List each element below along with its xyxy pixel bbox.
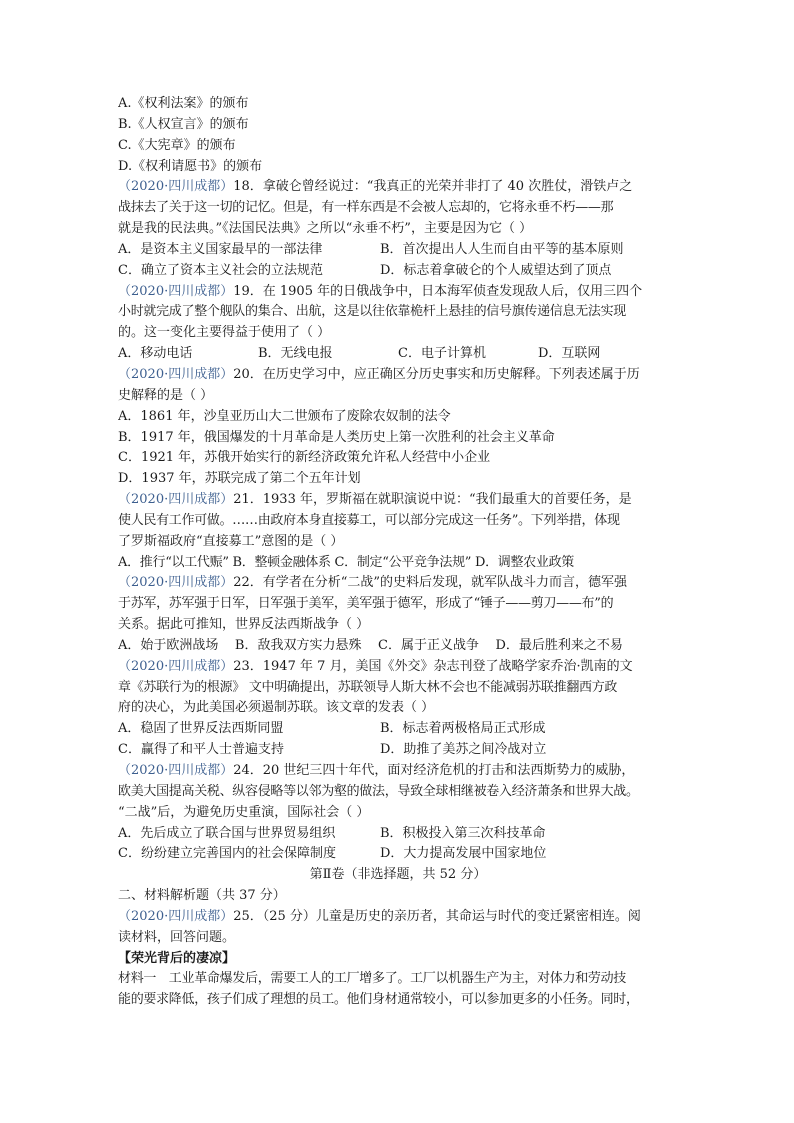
q20-stem-line-2: 史解释的是（ ） <box>118 387 214 403</box>
q18-stem-line-3: 就是我的民法典。”《法国民法典》之所以“永垂不朽”，主要是因为它（ ） <box>118 221 533 237</box>
q19-stem-line-1: （2020·四川成都）19．在 1905 年的日俄战争中，日本海军侦查发现敌人后，仅用三四个 <box>118 283 643 299</box>
q23-option-d: D．助推了美苏之间冷战对立 <box>380 742 547 758</box>
q23-stem-line-1: （2020·四川成都）23．1947 年 7 月，美国《外交》杂志刊登了战略学家乔治·凯南的文 <box>118 658 633 674</box>
q19-stem-line-2: 小时就完成了整个舰队的集合、出航，这是以往依靠桅杆上悬挂的信号旗传递信息无法实现 <box>118 304 627 320</box>
q19-option-c: C．电子计算机 <box>398 346 486 362</box>
q18-options-row-1 <box>118 240 678 261</box>
q21-options: A．推行“以工代赈” B．整顿金融体系 C．制定“公平竞争法规” D．调整农业政策 <box>118 554 574 570</box>
q23-source: （2020·四川成都） <box>118 658 234 674</box>
q24-options-row-1 <box>118 824 678 845</box>
q22-stem-line-1: （2020·四川成都）22．有学者在分析“二战”的史料后发现，就军队战斗力而言，德军强 <box>118 575 628 591</box>
q23-option-a: A．稳固了世界反法西斯同盟 <box>118 721 284 737</box>
exam-page <box>118 94 678 1011</box>
q19-option-a: A．移动电话 <box>118 346 193 362</box>
q25-material-line-2: 能的要求降低，孩子们成了理想的员工。他们身材通常较小，可以参加更多的小任务。同时， <box>118 992 639 1008</box>
q17-option-a: A.《权利法案》的颁布 <box>118 96 249 111</box>
q23-options-row-1 <box>118 719 678 740</box>
q20-source: （2020·四川成都） <box>118 366 234 382</box>
q19-stem-line-3: 的。这一变化主要得益于使用了（ ） <box>118 325 331 341</box>
q21-stem-line-1: （2020·四川成都）21．1933 年，罗斯福在就职演说中说：“我们最重大的首要任务，是 <box>118 492 632 508</box>
q19-option-b: B．无线电报 <box>258 346 333 362</box>
q21-stem-line-2: 使人民有工作可做。……由政府本身直接募工，可以部分完成这一任务”。下列举措，体现 <box>118 512 620 528</box>
q18-option-b: B．首次提出人人生而自由平等的基本原则 <box>380 241 624 257</box>
q24-option-d: D．大力提高发展中国家地位 <box>380 846 547 862</box>
q25-stem-line-2: 读材料，回答问题。 <box>118 929 236 945</box>
q24-option-a: A．先后成立了联合国与世界贸易组织 <box>118 825 336 841</box>
q19-option-d: D．互联网 <box>538 346 601 362</box>
q24-stem-line-1: （2020·四川成都）24．20 世纪三四十年代，面对经济危机的打击和法西斯势力的威胁， <box>118 763 635 778</box>
q20-option-c: C．1921 年，苏俄开始实行的新经济政策允许私人经营中小企业 <box>118 450 491 466</box>
q20-option-b: B．1917 年，俄国爆发的十月革命是人类历史上第一次胜利的社会主义革命 <box>118 429 555 445</box>
q21-source: （2020·四川成都） <box>118 492 234 508</box>
q22-source: （2020·四川成都） <box>118 575 234 591</box>
q23-option-b: B．标志着两极格局正式形成 <box>380 721 546 737</box>
q25-material-line-1: 材料一 工业革命爆发后，需要工人的工厂增多了。工厂以机器生产为主，对体力和劳动技 <box>118 971 627 987</box>
q23-options-row-2 <box>118 740 678 761</box>
q23-option-c: C．赢得了和平人士普遍支持 <box>118 742 284 758</box>
q21-stem-line-3: 了罗斯福政府“直接募工”意图的是（ ） <box>118 533 344 549</box>
q24-option-b: B．积极投入第三次科技革命 <box>380 825 546 841</box>
q17-option-b: B.《人权宣言》的颁布 <box>118 116 249 132</box>
q19-source: （2020·四川成都） <box>118 283 234 299</box>
q18-stem-line-2: 战抹去了关于这一切的记忆。但是，有一样东西是不会被人忘却的，它将永垂不朽——那 <box>118 200 614 216</box>
q22-stem-line-2: 于苏军，苏军强于日军，日军强于美军，美军强于德军，形成了“锤子——剪刀——布”的 <box>118 596 614 612</box>
q19-options-row <box>118 344 678 365</box>
q24-stem-line-2: 欧美大国提高关税、纵容侵略等以邻为壑的做法，导致全球相继被卷入经济萧条和世界大战。 <box>118 783 639 799</box>
q17-option-d: D.《权利请愿书》的颁布 <box>118 158 263 174</box>
q24-option-c: C．纷纷建立完善国内的社会保障制度 <box>118 846 336 862</box>
q20-stem-line-1: （2020·四川成都）20．在历史学习中，应正确区分历史事实和历史解释。下列表述属于历 <box>118 366 640 382</box>
q25-section-title: 【荣光背后的凄凉】 <box>118 950 236 966</box>
q18-source: （2020·四川成都） <box>118 179 234 195</box>
q25-stem-line-1: （2020·四川成都）25．（25 分）儿童是历史的亲历者，其命运与时代的变迁紧密相连。阅 <box>118 908 641 924</box>
q25-source: （2020·四川成都） <box>118 908 234 924</box>
q20-option-a: A．1861 年，沙皇亚历山大二世颁布了废除农奴制的法令 <box>118 408 451 424</box>
q18-option-d: D．标志着拿破仑的个人威望达到了顶点 <box>380 262 612 278</box>
q18-option-a: A．是资本主义国家最早的一部法律 <box>118 241 323 257</box>
section2-heading: 二、材料解析题（共 37 分） <box>118 888 286 904</box>
q20-option-d: D．1937 年，苏联完成了第二个五年计划 <box>118 471 361 487</box>
q22-options: A．始于欧洲战场 B．敌我双方实力悬殊 C．属于正义战争 D．最后胜利来之不易 <box>118 637 623 653</box>
q23-stem-line-3: 府的决心，为此美国必须遏制苏联。该文章的发表（ ） <box>118 700 435 716</box>
q24-stem-line-3: “二战”后，为避免历史重演，国际社会（ ） <box>118 804 370 820</box>
q18-stem-line-1: （2020·四川成都）18．拿破仑曾经说过：“我真正的光荣并非打了 40 次胜仗，滑铁卢之 <box>118 179 633 195</box>
q18-option-c: C．确立了资本主义社会的立法规范 <box>118 262 323 278</box>
q24-options-row-2 <box>118 844 678 865</box>
q17-option-c: C.《大宪章》的颁布 <box>118 137 236 153</box>
part2-title: 第Ⅱ卷（非选择题，共 52 分） <box>309 867 487 883</box>
q23-stem-line-2: 章《苏联行为的根源》 文中明确提出，苏联领导人斯大林不会也不能减弱苏联推翻西方政 <box>118 679 618 695</box>
q18-options-row-2 <box>118 261 678 282</box>
q24-source: （2020·四川成都） <box>118 763 234 778</box>
q22-stem-line-3: 关系。据此可推知，世界反法西斯战争（ ） <box>118 617 370 633</box>
